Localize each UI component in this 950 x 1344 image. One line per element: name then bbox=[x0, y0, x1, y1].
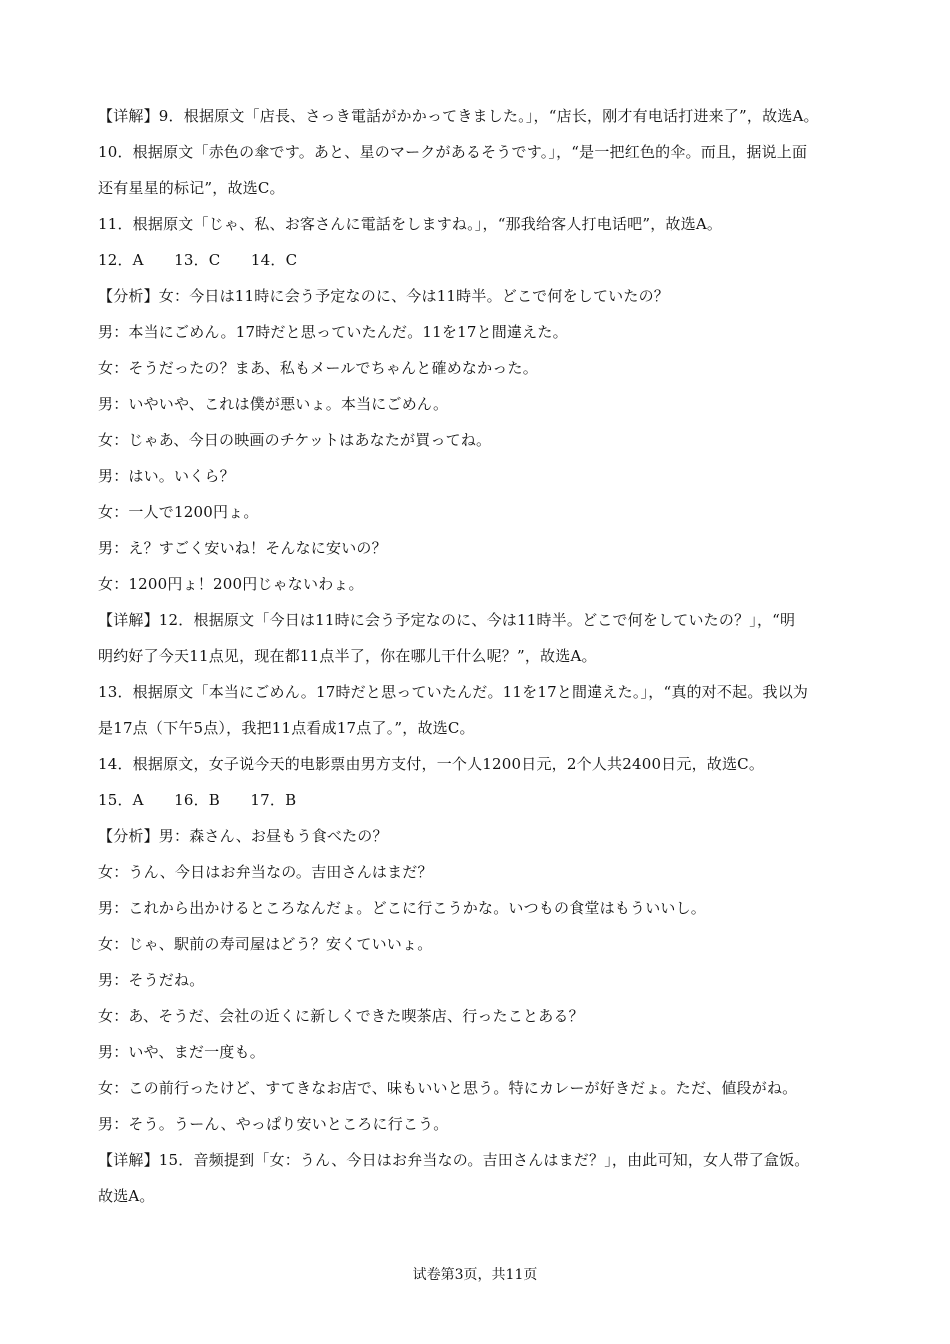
text-line: 10．根据原文「赤色の傘です。あと、星のマークがあるそうです。」，“是一把红色的伞。而且，据说上面 bbox=[98, 143, 808, 161]
text-line: 11．根据原文「じゃ、私、お客さんに電話をしますね。」，“那我给客人打电话吧”，故选A。 bbox=[98, 215, 723, 233]
text-line: 女：この前行ったけど、すてきなお店で、味もいいと思う。特にカレーが好きだょ。ただ、値段がね。 bbox=[98, 1079, 798, 1097]
text-line: 男：いやいや、これは僕が悪いょ。本当にごめん。 bbox=[98, 395, 449, 413]
document-body bbox=[98, 98, 888, 1214]
answer-line: 12．A 13．C 14．C bbox=[98, 251, 298, 269]
text-line: 男：本当にごめん。17時だと思っていたんだ。11を17と間違えた。 bbox=[98, 323, 568, 341]
text-line: 男：そうだね。 bbox=[98, 971, 205, 989]
text-line: 女：あ、そうだ、会社の近くに新しくできた喫茶店、行ったことある？ bbox=[98, 1007, 584, 1025]
text-line: 还有星星的标记”，故选C。 bbox=[98, 179, 285, 197]
text-line: 女：じゃ、駅前の寿司屋はどう？安くていいょ。 bbox=[98, 935, 433, 953]
text-line: 【分析】男：森さん、お昼もう食べたの？ bbox=[98, 827, 388, 845]
page-footer: 试卷第3页，共11页 bbox=[412, 1267, 538, 1283]
text-line: 【详解】15．音频提到「女：うん、今日はお弁当なの。吉田さんはまだ？」，由此可知，女人带了盒饭。 bbox=[98, 1151, 810, 1169]
text-line: 【详解】12．根据原文「今日は11時に会う予定なのに、今は11時半。どこで何をしていたの？」，“明 bbox=[98, 611, 796, 629]
text-line: 是17点（下午5点），我把11点看成17点了。”，故选C。 bbox=[98, 719, 475, 737]
text-line: 男：え？すごく安いね！そんなに安いの？ bbox=[98, 539, 387, 557]
text-line: 故选A。 bbox=[98, 1187, 155, 1205]
text-line: 男：はい。いくら？ bbox=[98, 467, 235, 485]
text-line: 女：じゃあ、今日の映画のチケットはあなたが買ってね。 bbox=[98, 431, 492, 449]
text-line: 男：そう。うーん、やっぱり安いところに行こう。 bbox=[98, 1115, 449, 1133]
text-line: 女：そうだったの？まあ、私もメールでちゃんと確めなかった。 bbox=[98, 359, 538, 377]
text-line: 【分析】女：今日は11時に会う予定なのに、今は11時半。どこで何をしていたの？ bbox=[98, 287, 669, 305]
text-line: 女：うん、今日はお弁当なの。吉田さんはまだ？ bbox=[98, 863, 433, 881]
text-line: 14．根据原文，女子说今天的电影票由男方支付，一个人1200日元，2个人共2400日元，故选C。 bbox=[98, 755, 765, 773]
text-line: 男：いや、まだ一度も。 bbox=[98, 1043, 265, 1061]
text-line: 女：1200円ょ！200円じゃないわょ。 bbox=[98, 575, 364, 593]
text-line: 13．根据原文「本当にごめん。17時だと思っていたんだ。11を17と間違えた。」，“真的对不起。我以为 bbox=[98, 683, 809, 701]
text-line: 【详解】9．根据原文「店長、さっき電話がかかってきました。」，“店长，刚才有电话打进来了”，故选A。 bbox=[98, 107, 819, 125]
text-line: 明约好了今天11点见，现在都11点半了，你在哪儿干什么呢？”，故选A。 bbox=[98, 647, 597, 665]
text-line: 男：これから出かけるところなんだょ。どこに行こうかな。いつもの食堂はもういいし。 bbox=[98, 899, 707, 917]
text-line: 女：一人で1200円ょ。 bbox=[98, 503, 259, 521]
answer-line: 15．A 16．B 17．B bbox=[98, 791, 297, 809]
